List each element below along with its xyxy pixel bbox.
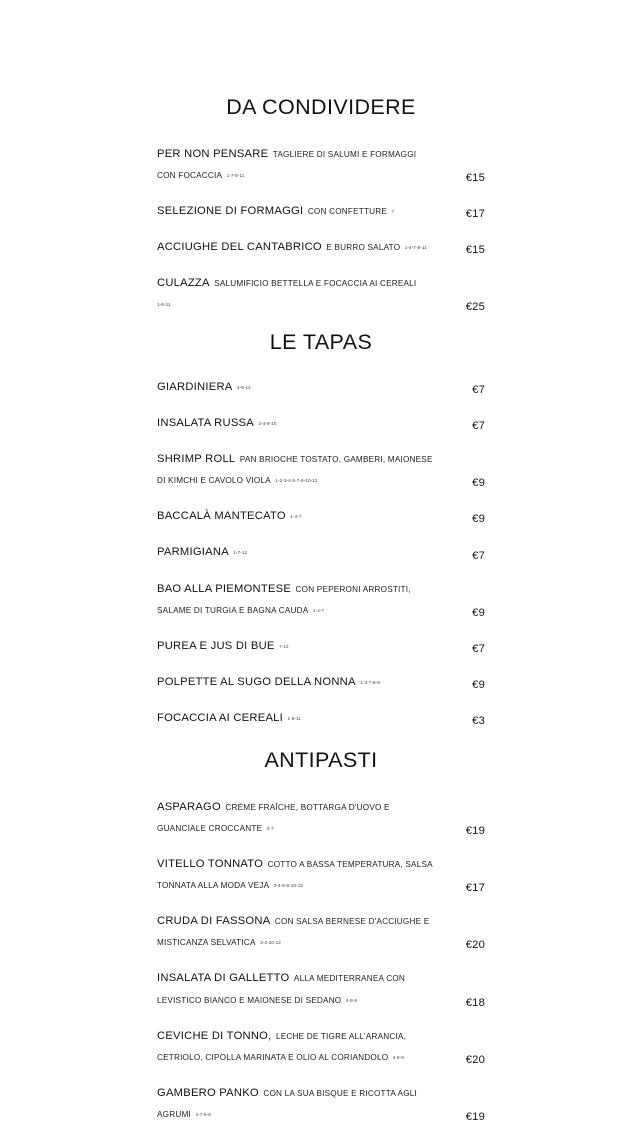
dish-text — [157, 142, 441, 184]
dish-row — [157, 706, 485, 727]
dish-price: €19 — [465, 1111, 485, 1123]
dish-name: BACCALÀ MANTECATO — [157, 510, 286, 523]
dish-row — [157, 235, 485, 256]
dish-price: €17 — [465, 882, 485, 895]
dish-name: SELEZIONE DI FORMAGGI — [157, 204, 304, 217]
dish-allergens: 1-3-7-8-9 — [360, 679, 380, 685]
dish-row — [157, 411, 485, 432]
dish-name: INSALATA DI GALLETTO — [157, 972, 290, 985]
dish-allergens: 4-7-8-9 — [195, 1111, 211, 1117]
dish-name: BAO ALLA PIEMONTESE — [157, 582, 292, 595]
dish-row — [157, 142, 485, 184]
dish-price: €7 — [472, 384, 485, 397]
dish-description: TAGLIERE DI SALUMI E FORMAGGI CON FOCACCIA — [157, 149, 417, 180]
dish-name: CEVICHE DI TONNO, — [157, 1029, 272, 1042]
dish-description: CON CONFETTURE — [307, 206, 388, 216]
dish-name: GAMBERO PANKO — [157, 1086, 259, 1099]
dish-row — [157, 795, 485, 837]
dish-list-le-tapas — [157, 375, 485, 727]
dish-allergens: 1-7-12 — [233, 550, 248, 556]
dish-price: €7 — [472, 420, 485, 433]
dish-row — [157, 447, 485, 489]
dish-description: CRÈME FRAÎCHE, BOTTARGA D'UOVO E GUANCIALE CROCCANTE — [157, 802, 390, 833]
dish-text — [157, 199, 441, 220]
dish-description: ALLA MEDITERRANEA CON LEVISTICO BIANCO E MAIONESE DI SEDANO — [157, 974, 406, 1005]
dish-name: ACCIUGHE DEL CANTABRICO — [157, 240, 322, 253]
dish-allergens: 1-4-7 — [290, 514, 302, 520]
dish-text — [157, 411, 441, 432]
dish-name: PUREA E JUS DI BUE — [157, 639, 275, 652]
dish-name: FOCACCIA AI CEREALI — [157, 712, 283, 725]
dish-description: SALUMIFICIO BETTELLA E FOCACCIA AI CEREALI — [214, 279, 417, 289]
dish-price: €9 — [472, 606, 485, 619]
dish-name: CULAZZA — [157, 277, 210, 290]
dish-row — [157, 577, 485, 619]
dish-description: PAN BRIOCHE TOSTATO, GAMBERI, MAIONESE DI KIMCHI E CAVOLO VIOLA — [157, 455, 433, 486]
dish-price: €20 — [465, 939, 485, 952]
dish-row — [157, 966, 485, 1008]
dish-row — [157, 199, 485, 220]
dish-description: LECHE DE TIGRE ALL'ARANCIA, CETRIOLO, CIPOLLA MARINATA E OLIO AL CORIANDOLO — [157, 1031, 407, 1062]
dish-name: PER NON PENSARE — [157, 147, 269, 160]
dish-description: E BURRO SALATO — [326, 242, 401, 252]
dish-allergens: 4-8-9 — [392, 1054, 404, 1060]
dish-price: €9 — [472, 513, 485, 526]
dish-price: €18 — [465, 996, 485, 1009]
dish-text — [157, 852, 441, 894]
dish-description: CON PEPERONI ARROSTITI, SALAME DI TURGIA E BAGNA CAUDA — [157, 584, 411, 615]
dish-text — [157, 1024, 441, 1066]
dish-text — [157, 909, 441, 951]
dish-text — [157, 706, 441, 727]
dish-allergens: 3-4-6-8-10-12 — [273, 883, 304, 889]
dish-price: €7 — [472, 642, 485, 655]
dish-text — [157, 634, 441, 655]
dish-price: €25 — [465, 301, 485, 314]
dish-description: COTTO A BASSA TEMPERATURA, SALSA TONNATA ALLA MODA VEJA — [157, 860, 433, 891]
dish-description: CON LA SUA BISQUE E RICOTTA AGLI AGRUMI — [157, 1088, 418, 1119]
dish-name: POLPETTE AL SUGO DELLA NONNA — [157, 675, 356, 688]
dish-price: €19 — [465, 825, 485, 837]
dish-allergens: 1-4-7 — [312, 607, 325, 613]
dish-price: €7 — [472, 549, 485, 562]
dish-text — [157, 375, 441, 396]
dish-name: PARMIGIANA — [157, 546, 229, 559]
dish-price: €17 — [465, 207, 485, 220]
section-heading-le-tapas: LE TAPAS — [269, 330, 373, 355]
dish-text — [157, 504, 441, 525]
dish-allergens: 4-9-12 — [236, 384, 251, 390]
dish-allergens: 3-4-8-10 — [258, 421, 277, 427]
dish-text — [157, 1081, 441, 1123]
dish-allergens: 4-8-9 — [345, 997, 358, 1003]
dish-allergens: 3-4-10-12 — [260, 940, 281, 946]
dish-row — [157, 670, 485, 691]
dish-text — [157, 577, 441, 619]
section-heading-da-condividere: DA CONDIVIDERE — [226, 95, 416, 119]
dish-text — [157, 271, 441, 313]
dish-allergens: 7-12 — [279, 643, 289, 649]
dish-row — [157, 852, 485, 894]
dish-text — [157, 795, 441, 837]
dish-name: SHRIMP ROLL — [157, 453, 236, 466]
dish-description: CON SALSA BERNESE D'ACCIUGHE E MISTICANZA SELVATICA — [157, 917, 430, 948]
menu-content-column — [157, 96, 485, 1123]
dish-price: €9 — [472, 477, 485, 490]
dish-price: €9 — [472, 679, 485, 692]
dish-price: €20 — [465, 1053, 485, 1066]
dish-allergens: 1-8-11 — [157, 302, 171, 308]
dish-list-da-condividere — [157, 142, 485, 314]
dish-name: ASPARAGO — [157, 800, 221, 813]
dish-price: €15 — [465, 171, 485, 184]
dish-price: €15 — [465, 244, 485, 257]
dish-list-antipasti — [157, 795, 485, 1123]
dish-text — [157, 447, 441, 489]
dish-row — [157, 909, 485, 951]
dish-name: INSALATA RUSSA — [157, 417, 254, 430]
dish-row — [157, 1081, 485, 1123]
dish-row — [157, 540, 485, 561]
dish-row — [157, 1024, 485, 1066]
dish-name: CRUDA DI FASSONA — [157, 915, 271, 928]
dish-text — [157, 670, 441, 691]
dish-text — [157, 540, 441, 561]
dish-allergens: 7 — [391, 208, 395, 214]
dish-text — [157, 966, 441, 1008]
dish-allergens: 1-4-7-8-11 — [404, 244, 427, 250]
dish-row — [157, 271, 485, 313]
dish-name: VITELLO TONNATO — [157, 858, 264, 870]
dish-row — [157, 634, 485, 655]
dish-allergens: 1-2-3-4-5-7-8-10-12 — [275, 478, 318, 484]
dish-row — [157, 375, 485, 396]
dish-price: €3 — [472, 715, 485, 728]
section-heading-antipasti: ANTIPASTI — [264, 748, 378, 773]
dish-text — [157, 235, 441, 256]
dish-allergens: 1-8-11 — [287, 716, 301, 722]
dish-allergens: 1-7-8-11 — [226, 172, 245, 178]
dish-allergens: 3-7 — [266, 825, 274, 831]
dish-row — [157, 504, 485, 525]
dish-name: GIARDINIERA — [157, 380, 233, 393]
